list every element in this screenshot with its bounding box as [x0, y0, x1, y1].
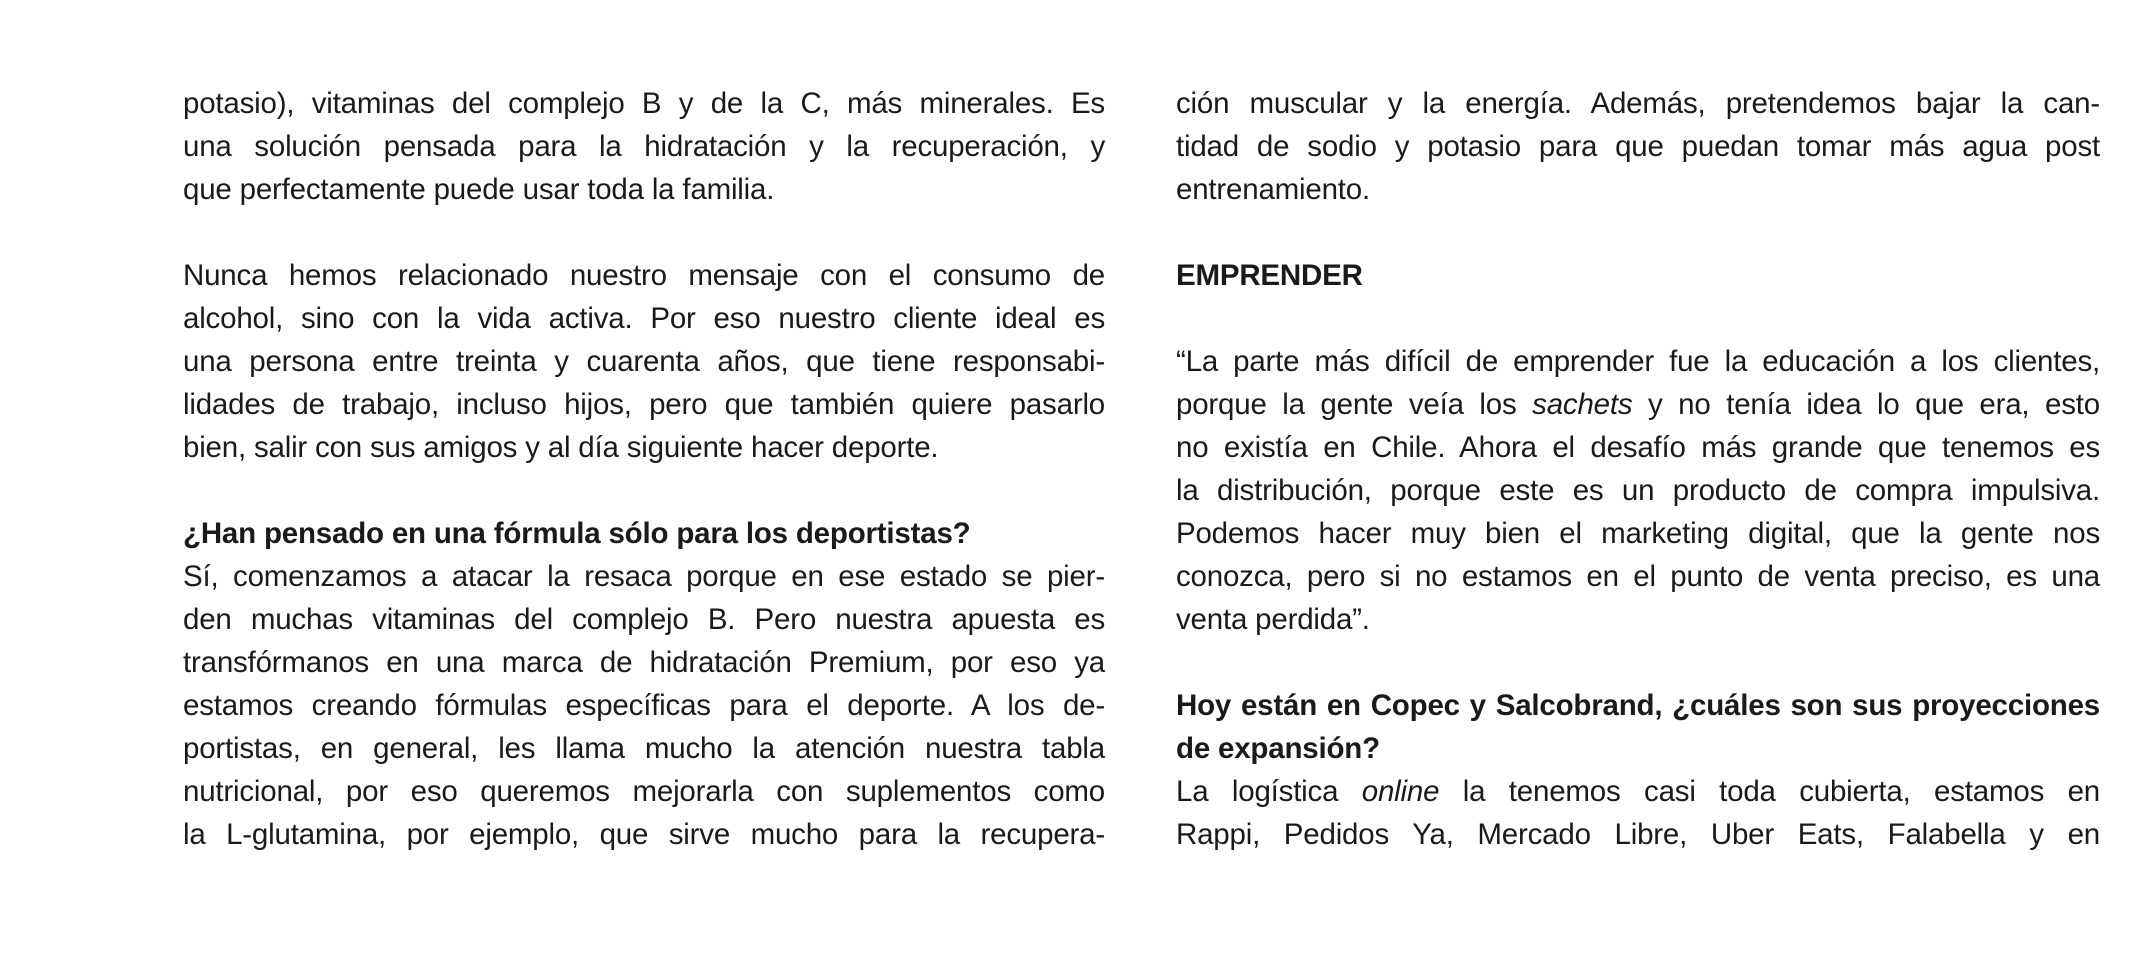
italic-term: online — [1361, 775, 1440, 808]
text-line: ción muscular y la energía. Además, pretendemos bajar la can- — [1176, 87, 2100, 120]
text-line: lidades de trabajo, incluso hijos, pero que también quiere pasarlo — [183, 388, 1105, 421]
text-line: den muchas vitaminas del complejo B. Pero nuestra apuesta es — [183, 603, 1105, 636]
paragraph — [183, 555, 1105, 856]
text-line — [1176, 770, 2100, 813]
text-line: no existía en Chile. Ahora el desafío más grande que tenemos es — [1176, 431, 2100, 464]
text-line: venta perdida”. — [1176, 603, 1370, 636]
text-line: Nunca hemos relacionado nuestro mensaje con el consumo de — [183, 259, 1105, 292]
text-line: “La parte más difícil de emprender fue la educación a los clientes, — [1176, 345, 2100, 378]
text-line: la distribución, porque este es un producto de compra impulsiva. — [1176, 474, 2100, 507]
text-segment: La logística — [1176, 775, 1362, 808]
right-column — [1176, 82, 2100, 856]
text-line: potasio), vitaminas del complejo B y de la C, más minerales. Es — [183, 87, 1105, 120]
paragraph — [1176, 770, 2100, 856]
text-line: que perfectamente puede usar toda la familia. — [183, 173, 775, 206]
text-line: ¿Han pensado en una fórmula sólo para los deportistas? — [183, 517, 971, 550]
paragraph — [183, 82, 1105, 211]
text-line: Rappi, Pedidos Ya, Mercado Libre, Uber Eats, Falabella y en — [1176, 818, 2100, 851]
text-line: Hoy están en Copec y Salcobrand, ¿cuáles son sus proyecciones — [1176, 689, 2100, 722]
text-line: tidad de sodio y potasio para que puedan tomar más agua post — [1176, 130, 2100, 163]
text-segment: porque la gente veía los — [1176, 388, 1533, 421]
text-segment: y no tenía idea lo que era, esto — [1632, 388, 2100, 421]
text-segment: la tenemos casi toda cubierta, estamos en — [1439, 775, 2100, 808]
text-line: alcohol, sino con la vida activa. Por eso nuestro cliente ideal es — [183, 302, 1105, 335]
text-line — [1176, 383, 2100, 426]
text-line: una solución pensada para la hidratación y la recuperación, y — [183, 130, 1105, 163]
paragraph — [183, 254, 1105, 469]
text-line: portistas, en general, les llama mucho la atención nuestra tabla — [183, 732, 1105, 765]
text-line: Sí, comenzamos a atacar la resaca porque en ese estado se pier- — [183, 560, 1105, 593]
section-heading-text: EMPRENDER — [1176, 259, 1363, 292]
paragraph — [1176, 82, 2100, 211]
text-line: nutricional, por eso queremos mejorarla con suplementos como — [183, 775, 1105, 808]
text-line: bien, salir con sus amigos y al día siguiente hacer deporte. — [183, 431, 939, 464]
text-line: entrenamiento. — [1176, 173, 1370, 206]
text-line: de expansión? — [1176, 732, 1380, 765]
interview-question — [1176, 684, 2100, 770]
quote-paragraph — [1176, 340, 2100, 641]
interview-question — [183, 512, 1105, 555]
text-line: transfórmanos en una marca de hidratación Premium, por eso ya — [183, 646, 1105, 679]
left-column — [183, 82, 1105, 856]
text-line: la L-glutamina, por ejemplo, que sirve mucho para la recupera- — [183, 818, 1105, 851]
text-line: una persona entre treinta y cuarenta años, que tiene responsabi- — [183, 345, 1105, 378]
italic-term: sachets — [1532, 388, 1633, 421]
text-line: Podemos hacer muy bien el marketing digital, que la gente nos — [1176, 517, 2100, 550]
text-line: estamos creando fórmulas específicas para el deporte. A los de- — [183, 689, 1105, 722]
text-line: conozca, pero si no estamos en el punto de venta preciso, es una — [1176, 560, 2100, 593]
section-heading — [1176, 254, 2100, 297]
